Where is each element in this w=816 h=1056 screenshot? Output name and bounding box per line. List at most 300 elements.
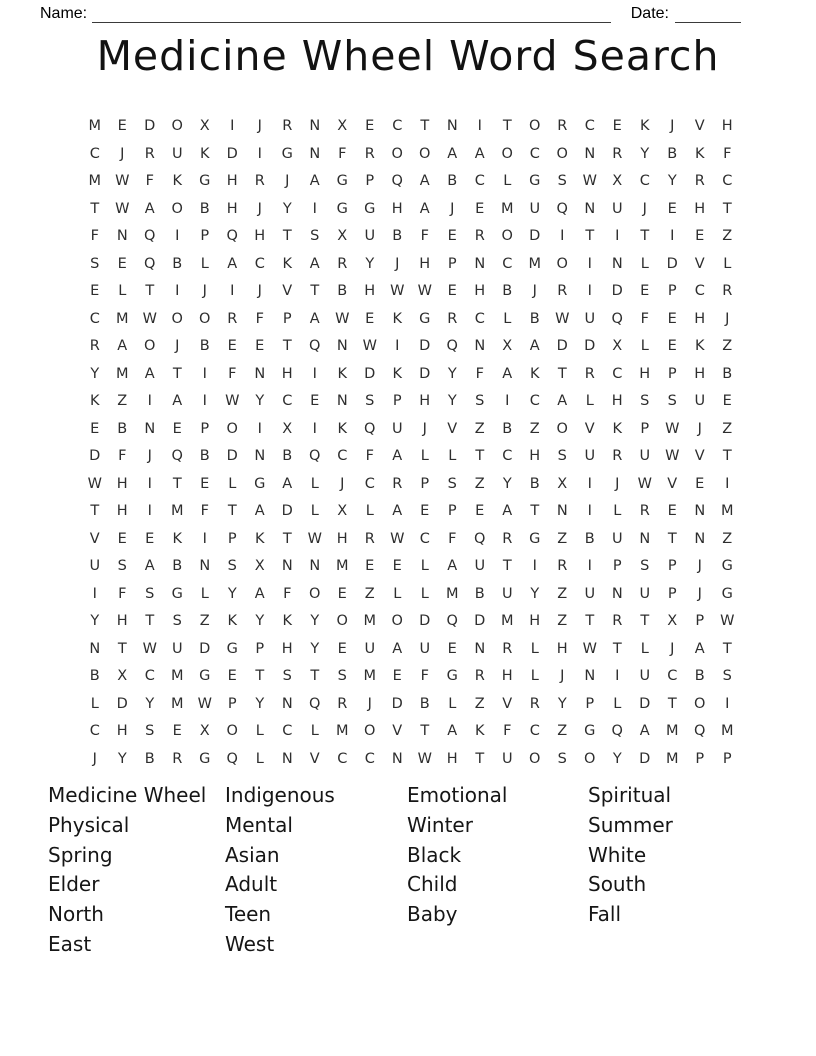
grid-cell: P (667, 558, 677, 574)
grid-cell: I (312, 365, 317, 382)
grid-cell: P (447, 503, 457, 519)
grid-cell: T (282, 530, 292, 547)
grid-cell: S (447, 475, 457, 492)
grid-cell: D (116, 695, 128, 712)
grid-cell: N (281, 750, 293, 767)
grid-cell: R (557, 558, 568, 574)
grid-cell: U (529, 200, 541, 217)
grid-cell: L (310, 503, 319, 519)
grid-cell: V (694, 255, 705, 272)
grid-cell: T (502, 118, 512, 134)
grid-cell: R (337, 695, 348, 712)
grid-cell: I (587, 283, 592, 299)
grid-cell: B (282, 448, 293, 464)
grid-cell: M (115, 365, 129, 382)
grid-cell: X (667, 613, 678, 629)
grid-cell: N (309, 118, 321, 134)
grid-cell: L (393, 585, 402, 602)
grid-cell: S (557, 750, 567, 767)
grid-cell: T (502, 558, 512, 574)
grid-cell: U (501, 585, 513, 602)
grid-cell: I (615, 228, 620, 244)
grid-cell: O (419, 145, 431, 162)
word-list-item: Fall (588, 902, 622, 927)
grid-cell: X (117, 668, 128, 684)
grid-cell: R (612, 145, 623, 162)
date-label: Date: (630, 5, 669, 22)
grid-cell: K (172, 173, 182, 189)
grid-cell: G (419, 310, 431, 327)
grid-cell: Y (90, 613, 100, 629)
grid-cell: C (694, 283, 705, 299)
grid-cell: U (611, 530, 623, 547)
grid-cell: C (337, 750, 348, 767)
grid-cell: A (309, 255, 320, 272)
grid-cell: Y (310, 640, 320, 657)
grid-cell: R (584, 365, 595, 382)
grid-cell: L (503, 310, 512, 327)
grid-cell: C (364, 750, 375, 767)
grid-cell: Y (145, 695, 155, 712)
grid-cell: M (363, 613, 376, 629)
grid-cell: G (446, 668, 458, 684)
grid-cell: O (199, 310, 211, 327)
grid-cell: G (336, 200, 348, 217)
grid-cell: L (723, 255, 732, 272)
grid-cell: R (447, 310, 458, 327)
grid-cell: E (365, 558, 375, 574)
word-list-item: South (588, 872, 647, 897)
grid-cell: L (310, 723, 319, 739)
word-list-item: Physical (48, 812, 130, 837)
grid-cell: L (228, 475, 237, 492)
grid-cell: V (309, 750, 320, 767)
grid-cell: T (557, 365, 567, 382)
grid-cell: U (584, 310, 596, 327)
grid-cell: C (419, 530, 430, 547)
grid-cell: E (227, 668, 237, 684)
grid-cell: U (694, 393, 706, 409)
grid-cell: P (667, 365, 677, 382)
grid-cell: W (115, 200, 130, 217)
grid-cell: M (528, 255, 541, 272)
grid-cell: R (502, 530, 513, 547)
grid-cell: G (199, 750, 211, 767)
grid-cell: J (422, 420, 427, 437)
grid-cell: P (282, 310, 292, 327)
grid-cell: J (697, 558, 702, 574)
grid-cell: Q (144, 255, 156, 272)
grid-cell: H (694, 200, 706, 217)
grid-cell: H (446, 750, 458, 767)
grid-cell: D (419, 613, 431, 629)
grid-cell: T (667, 530, 677, 547)
grid-cell: V (447, 420, 458, 437)
grid-cell: G (721, 585, 733, 602)
grid-cell: X (337, 118, 348, 134)
grid-cell: Q (364, 420, 376, 437)
grid-cell: I (92, 585, 97, 602)
grid-cell: R (557, 283, 568, 299)
grid-cell: D (199, 640, 211, 657)
grid-cell: X (337, 228, 348, 244)
grid-cell: D (556, 338, 568, 354)
grid-cell: H (501, 668, 513, 684)
grid-cell: R (474, 668, 485, 684)
grid-cell: T (420, 723, 430, 739)
word-list-item: Asian (225, 842, 280, 867)
grid-cell: X (612, 338, 623, 354)
grid-cell: P (227, 695, 237, 712)
grid-cell: A (172, 393, 183, 409)
grid-cell: F (90, 228, 99, 244)
grid-cell: N (281, 558, 293, 574)
grid-cell: C (584, 118, 595, 134)
grid-cell: E (695, 228, 705, 244)
grid-cell: V (392, 723, 403, 739)
grid-cell: W (225, 393, 240, 409)
grid-cell: M (445, 585, 459, 602)
grid-cell: Y (447, 365, 457, 382)
grid-cell: H (529, 613, 541, 629)
grid-cell: A (419, 200, 430, 217)
grid-cell: P (640, 420, 650, 437)
grid-cell: L (585, 393, 594, 409)
grid-cell: S (90, 255, 100, 272)
grid-cell: U (364, 228, 376, 244)
grid-cell: T (255, 668, 265, 684)
grid-cell: A (694, 640, 705, 657)
grid-cell: U (584, 448, 596, 464)
grid-cell: M (115, 310, 129, 327)
grid-cell: I (175, 283, 180, 299)
grid-cell: W (390, 530, 405, 547)
grid-cell: W (142, 310, 157, 327)
grid-cell: G (529, 173, 541, 189)
grid-cell: S (557, 448, 567, 464)
grid-cell: W (417, 750, 432, 767)
grid-cell: L (118, 283, 127, 299)
grid-cell: R (337, 255, 348, 272)
grid-cell: E (640, 283, 650, 299)
grid-cell: I (257, 145, 262, 162)
grid-cell: W (637, 475, 652, 492)
grid-cell: Y (227, 585, 237, 602)
grid-cell: O (171, 310, 183, 327)
grid-cell: W (582, 640, 597, 657)
grid-cell: I (725, 695, 730, 712)
grid-cell: T (640, 228, 650, 244)
grid-cell: P (667, 585, 677, 602)
grid-cell: D (419, 365, 431, 382)
word-list-item: Teen (225, 902, 272, 927)
grid-cell: V (694, 448, 705, 464)
grid-cell: P (447, 255, 457, 272)
grid-cell: I (587, 475, 592, 492)
grid-cell: A (419, 173, 430, 189)
grid-cell: Q (556, 200, 568, 217)
grid-cell: G (171, 585, 183, 602)
grid-cell: Y (557, 695, 567, 712)
grid-cell: I (587, 503, 592, 519)
grid-cell: I (202, 393, 207, 409)
grid-cell: U (171, 145, 183, 162)
grid-cell: N (611, 255, 623, 272)
word-list (48, 781, 778, 971)
grid-cell: E (172, 723, 182, 739)
grid-cell: T (172, 365, 182, 382)
grid-cell: Z (474, 475, 485, 492)
grid-cell: W (142, 640, 157, 657)
grid-cell: T (530, 503, 540, 519)
grid-cell: J (697, 585, 702, 602)
grid-cell: E (420, 503, 430, 519)
grid-cell: U (639, 448, 651, 464)
grid-cell: C (144, 668, 155, 684)
grid-cell: T (722, 200, 732, 217)
grid-cell: E (447, 640, 457, 657)
grid-cell: C (337, 448, 348, 464)
grid-cell: L (200, 255, 209, 272)
grid-cell: K (694, 145, 705, 162)
grid-cell: I (615, 668, 620, 684)
grid-cell: H (226, 200, 238, 217)
grid-cell: Y (255, 695, 265, 712)
name-label: Name: (40, 5, 88, 22)
grid-cell: W (87, 475, 102, 492)
grid-cell: C (529, 145, 540, 162)
grid-cell: B (337, 283, 348, 299)
grid-cell: I (560, 228, 565, 244)
grid-cell: J (532, 283, 537, 299)
grid-cell: D (144, 118, 156, 134)
word-list-column (407, 781, 507, 930)
grid-cell: U (364, 640, 376, 657)
grid-cell: C (529, 393, 540, 409)
word-list-item: Summer (588, 812, 673, 837)
grid-cell: D (419, 338, 431, 354)
grid-cell: M (665, 723, 679, 739)
grid-cell: G (529, 530, 541, 547)
grid-cell: J (285, 173, 290, 189)
grid-cell: X (199, 723, 210, 739)
grid-cell: J (395, 255, 400, 272)
grid-cell: C (612, 365, 623, 382)
grid-cell: M (363, 668, 376, 684)
grid-cell: E (227, 338, 237, 354)
grid-cell: Y (530, 585, 540, 602)
grid-cell: B (529, 475, 540, 492)
grid-cell: N (639, 530, 651, 547)
grid-cell: N (584, 668, 596, 684)
grid-cell: I (312, 200, 317, 217)
grid-cell: R (694, 173, 705, 189)
grid-cell: C (254, 255, 265, 272)
grid-cell: E (90, 283, 100, 299)
word-list-item: North (48, 902, 104, 927)
word-list-item: Winter (407, 812, 473, 837)
grid-cell: C (722, 173, 733, 189)
grid-cell: R (364, 530, 375, 547)
grid-cell: F (475, 365, 484, 382)
grid-cell: X (199, 118, 210, 134)
word-list-item: Indigenous (225, 783, 335, 807)
grid-cell: P (365, 173, 375, 189)
grid-cell: F (200, 503, 209, 519)
grid-cell: H (116, 613, 128, 629)
grid-cell: O (694, 695, 706, 712)
grid-cell: A (227, 255, 238, 272)
grid-cell: N (336, 393, 348, 409)
grid-cell: O (501, 228, 513, 244)
grid-cell: C (89, 723, 100, 739)
grid-cell: N (144, 420, 156, 437)
grid-cell: B (89, 668, 100, 684)
grid-cell: T (475, 448, 485, 464)
grid-cell: Z (557, 613, 568, 629)
grid-cell: E (475, 200, 485, 217)
grid-cell: B (199, 200, 210, 217)
grid-cell: K (282, 255, 292, 272)
grid-cell: W (390, 283, 405, 299)
date-fill-line (675, 4, 741, 23)
grid-cell: T (585, 613, 595, 629)
grid-cell: L (90, 695, 99, 712)
page-title: Medicine Wheel Word Search (96, 32, 720, 80)
grid-cell: U (639, 585, 651, 602)
word-list-item: Mental (225, 812, 293, 837)
grid-cell: Y (447, 393, 457, 409)
grid-cell: O (391, 613, 403, 629)
grid-cell: E (365, 118, 375, 134)
grid-cell: T (667, 695, 677, 712)
grid-cell: T (227, 503, 237, 519)
grid-cell: E (117, 255, 127, 272)
grid-cell: E (337, 640, 347, 657)
word-list-item: West (225, 931, 275, 956)
grid-cell: E (722, 393, 732, 409)
grid-cell: Q (144, 228, 156, 244)
grid-cell: A (502, 503, 513, 519)
grid-cell: U (501, 750, 513, 767)
grid-cell: R (502, 640, 513, 657)
letter-grid (81, 113, 741, 773)
grid-cell: E (200, 475, 210, 492)
grid-cell: O (309, 585, 321, 602)
grid-cell: H (226, 173, 238, 189)
grid-cell: T (310, 283, 320, 299)
grid-cell: Z (474, 695, 485, 712)
grid-cell: I (147, 475, 152, 492)
grid-cell: Z (117, 393, 128, 409)
grid-cell: L (420, 448, 429, 464)
grid-cell: I (395, 338, 400, 354)
grid-cell: X (502, 338, 513, 354)
grid-cell: H (474, 283, 486, 299)
grid-cell: F (365, 448, 374, 464)
grid-cell: B (667, 145, 678, 162)
grid-cell: R (254, 173, 265, 189)
grid-cell: G (226, 640, 238, 657)
grid-cell: W (115, 173, 130, 189)
grid-cell: D (226, 448, 238, 464)
grid-cell: G (199, 668, 211, 684)
grid-cell: D (639, 750, 651, 767)
grid-cell: W (197, 695, 212, 712)
grid-cell: D (474, 613, 486, 629)
grid-cell: D (281, 503, 293, 519)
word-list-item: Emotional (407, 783, 508, 807)
grid-cell: S (640, 558, 650, 574)
grid-cell: Y (365, 255, 375, 272)
worksheet-header (40, 4, 741, 23)
grid-cell: L (420, 558, 429, 574)
grid-cell: R (172, 750, 183, 767)
grid-cell: I (587, 255, 592, 272)
grid-cell: N (254, 448, 266, 464)
word-list-item: Adult (225, 872, 278, 897)
grid-cell: S (640, 393, 650, 409)
word-list-item: Spring (48, 842, 113, 867)
grid-cell: S (145, 585, 155, 602)
grid-cell: F (640, 310, 649, 327)
grid-cell: Z (722, 338, 733, 354)
grid-cell: S (365, 393, 375, 409)
grid-cell: I (230, 118, 235, 134)
grid-cell: H (336, 530, 348, 547)
grid-cell: V (694, 118, 705, 134)
grid-cell: W (555, 310, 570, 327)
word-list-item: Spiritual (588, 783, 672, 807)
grid-cell: J (642, 200, 647, 217)
grid-cell: Q (611, 310, 623, 327)
grid-cell: F (503, 723, 512, 739)
grid-cell: Z (474, 420, 485, 437)
word-list-column (588, 781, 673, 930)
grid-cell: G (584, 723, 596, 739)
grid-cell: K (612, 420, 622, 437)
grid-cell: E (392, 668, 402, 684)
grid-cell: L (640, 640, 649, 657)
grid-cell: H (529, 448, 541, 464)
grid-cell: E (667, 503, 677, 519)
grid-cell: J (257, 118, 262, 134)
grid-cell: F (420, 228, 429, 244)
grid-cell: U (419, 640, 431, 657)
grid-cell: Q (474, 530, 486, 547)
grid-cell: Z (529, 420, 540, 437)
grid-cell: B (694, 668, 705, 684)
grid-cell: M (335, 558, 349, 574)
grid-cell: T (117, 640, 127, 657)
grid-cell: W (720, 613, 735, 629)
grid-cell: I (202, 530, 207, 547)
grid-cell: X (612, 173, 623, 189)
grid-cell: T (172, 475, 182, 492)
grid-cell: J (340, 475, 345, 492)
grid-cell: I (532, 558, 537, 574)
grid-cell: A (639, 723, 650, 739)
grid-cell: M (88, 118, 101, 134)
grid-cell: Y (612, 750, 622, 767)
word-list-column (48, 781, 206, 960)
grid-cell: W (665, 420, 680, 437)
grid-cell: H (639, 365, 651, 382)
grid-cell: M (335, 723, 349, 739)
grid-cell: D (364, 365, 376, 382)
grid-cell: T (722, 448, 732, 464)
grid-cell: E (337, 585, 347, 602)
